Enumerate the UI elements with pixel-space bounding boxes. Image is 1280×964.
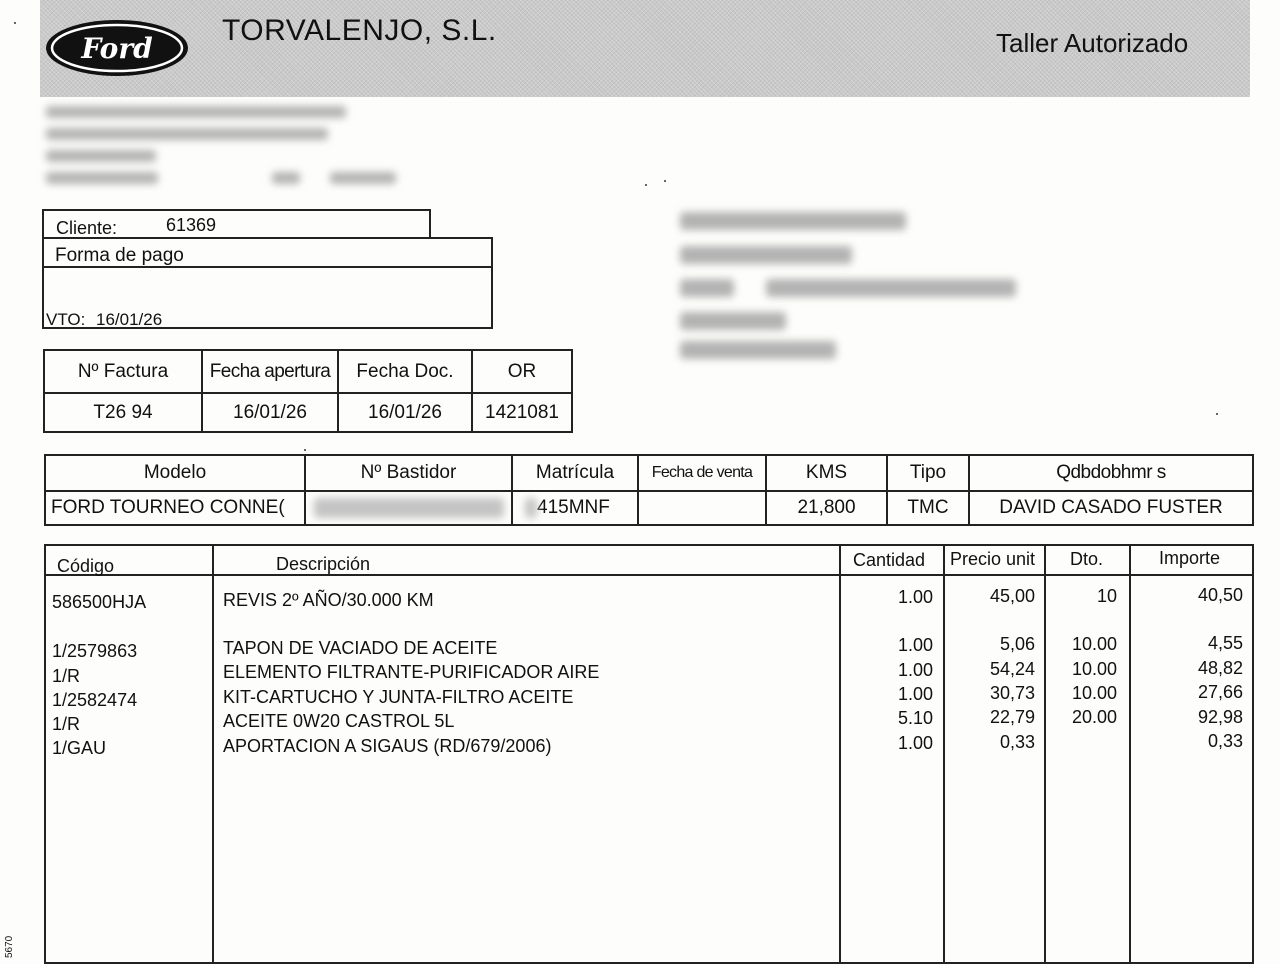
col-header-descripcion: Descripción — [276, 554, 371, 574]
row-precio: 54,24 — [989, 659, 1035, 679]
value-bastidor-redacted — [305, 491, 512, 525]
row-importe: 4,55 — [1207, 633, 1243, 653]
row-dto: 10.00 — [1071, 683, 1117, 703]
row-codigo: 1/R — [52, 714, 81, 734]
row-codigo: 1/2579863 — [52, 641, 138, 661]
row-cantidad: 1.00 — [897, 587, 933, 607]
value-modelo-text: FORD TOURNEO CONNE( — [51, 497, 285, 518]
row-precio: 5,06 — [999, 634, 1035, 654]
row-descripcion: APORTACION A SIGAUS (RD/679/2006) — [223, 736, 552, 756]
tagline: Taller Autorizado — [996, 28, 1189, 58]
row-descripcion: ELEMENTO FILTRANTE-PURIFICADOR AIRE — [223, 662, 600, 682]
vto-value: 16/01/26 — [96, 310, 163, 329]
value-tipo: TMC — [887, 491, 969, 525]
row-importe: 27,66 — [1197, 682, 1243, 702]
col-divider-3 — [943, 544, 945, 964]
header-matricula: Matrícula — [512, 455, 638, 491]
company-name: TORVALENJO, S.L. — [222, 14, 497, 47]
scan-speck — [14, 22, 16, 24]
col-header-precio: Precio unit — [950, 549, 1036, 569]
ford-logo — [44, 18, 190, 78]
header-fecha-apertura: Fecha apertura — [202, 350, 338, 393]
row-descripcion: ACEITE 0W20 CASTROL 5L — [223, 711, 455, 731]
vehicle-table — [44, 454, 1254, 526]
row-dto: 10 — [1096, 586, 1117, 606]
value-matricula — [512, 491, 638, 525]
header-asesor: Qdbdobhmr s — [969, 455, 1253, 491]
value-fecha-venta — [638, 491, 766, 525]
header-kms: KMS — [766, 455, 887, 491]
col-divider-4 — [1044, 544, 1046, 964]
value-or: 1421081 — [472, 393, 572, 432]
row-codigo: 1/R — [52, 666, 81, 686]
header-bastidor: Nº Bastidor — [305, 455, 512, 491]
row-codigo: 586500HJA — [52, 592, 147, 612]
invoice-info-table — [43, 349, 573, 433]
scan-speck — [664, 180, 666, 182]
row-precio: 45,00 — [989, 586, 1035, 606]
col-header-dto: Dto. — [1070, 549, 1104, 569]
vto-label: VTO: — [46, 310, 86, 329]
value-fecha-doc: 16/01/26 — [338, 393, 472, 432]
row-dto: 10.00 — [1071, 659, 1117, 679]
row-dto: 10.00 — [1071, 634, 1117, 654]
row-descripcion: TAPON DE VACIADO DE ACEITE — [223, 638, 498, 658]
row-codigo: 1/GAU — [52, 738, 107, 758]
col-divider-2 — [839, 544, 841, 964]
header-or: OR — [472, 350, 572, 393]
row-codigo: 1/2582474 — [52, 690, 138, 710]
header-fecha-doc: Fecha Doc. — [338, 350, 472, 393]
col-divider-5 — [1129, 544, 1131, 964]
value-fecha-apertura: 16/01/26 — [202, 393, 338, 432]
col-header-codigo: Código — [57, 556, 115, 576]
cliente-label: Cliente: — [56, 218, 118, 238]
row-cantidad: 1.00 — [897, 684, 933, 704]
scan-speck — [304, 449, 306, 451]
row-precio: 22,79 — [989, 707, 1035, 727]
col-header-importe: Importe — [1159, 548, 1221, 568]
row-importe: 48,82 — [1197, 658, 1243, 678]
row-cantidad: 5.10 — [897, 708, 933, 728]
ford-logo-text: Ford — [81, 32, 153, 65]
col-header-cantidad: Cantidad — [853, 550, 926, 570]
header-modelo: Modelo — [45, 455, 305, 491]
col-divider-1 — [212, 544, 214, 964]
value-asesor: DAVID CASADO FUSTER — [969, 491, 1253, 525]
header-fecha-venta: Fecha de venta — [638, 455, 766, 491]
row-cantidad: 1.00 — [897, 635, 933, 655]
value-matricula-text: 415MNF — [537, 497, 610, 518]
row-descripcion: KIT-CARTUCHO Y JUNTA-FILTRO ACEITE — [223, 687, 574, 707]
header-tipo: Tipo — [887, 455, 969, 491]
row-dto: 20.00 — [1071, 707, 1117, 727]
value-nfactura: T26 94 — [44, 393, 202, 432]
side-margin-code: 5670 — [4, 935, 15, 958]
row-importe: 40,50 — [1197, 585, 1243, 605]
cliente-value: 61369 — [166, 215, 217, 235]
value-kms: 21,800 — [766, 491, 887, 525]
header-nfactura: Nº Factura — [44, 350, 202, 393]
scan-speck — [1216, 413, 1218, 415]
value-modelo — [45, 491, 305, 525]
row-importe: 0,33 — [1207, 731, 1243, 751]
row-precio: 30,73 — [989, 683, 1035, 703]
row-cantidad: 1.00 — [897, 733, 933, 753]
row-importe: 92,98 — [1197, 707, 1243, 727]
row-precio: 0,33 — [999, 732, 1035, 752]
row-descripcion: REVIS 2º AÑO/30.000 KM — [223, 590, 434, 610]
forma-pago-label: Forma de pago — [55, 245, 184, 266]
line-items-header-divider — [44, 574, 1254, 576]
row-cantidad: 1.00 — [897, 660, 933, 680]
scan-speck — [645, 184, 647, 186]
